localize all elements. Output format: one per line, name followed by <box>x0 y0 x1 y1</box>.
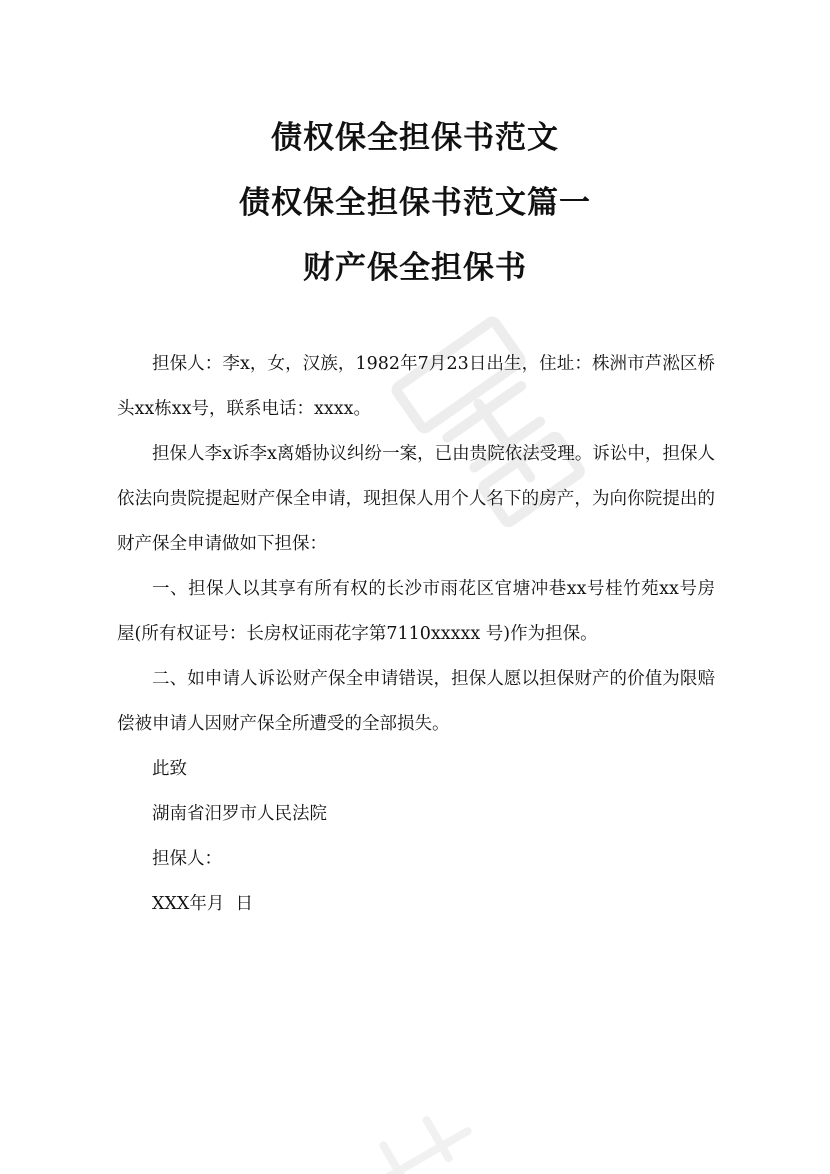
paragraph-clause-2: 二、如申请人诉讼财产保全申请错误，担保人愿以担保财产的价值为限赔偿被申请人因财产保全所遭受的全部损失。 <box>117 669 715 734</box>
paragraph-case: 担保人李x诉李x离婚协议纠纷一案，已由贵院依法受理。诉讼中，担保人依法向贵院提起财产保全申请，现担保人用个人名下的房产，为向你院提出的财产保全申请做如下担保： <box>117 444 715 554</box>
document-title: 债权保全担保书范文 <box>271 120 559 156</box>
document-subtitle: 债权保全担保书范文篇一 <box>239 185 591 221</box>
watermark-bottom <box>330 1110 500 1174</box>
court-name: 湖南省汨罗市人民法院 <box>152 804 327 824</box>
salutation: 此致 <box>152 759 187 779</box>
document-body <box>117 342 715 927</box>
paragraph-guarantor-info: 担保人：李x，女，汉族，1982年7月23日出生，住址：株洲市芦淞区桥头xx栋xx号，联系电话：xxxx。 <box>117 354 715 419</box>
section-title: 财产保全担保书 <box>303 250 527 286</box>
guarantor-label: 担保人： <box>152 849 222 869</box>
paragraph-clause-1: 一、担保人以其享有所有权的长沙市雨花区官塘冲巷xx号桂竹苑xx号房屋(所有权证号：长房权证雨花字第7110xxxxx 号)作为担保。 <box>117 579 715 644</box>
date-line: XXX年月 日 <box>152 894 254 914</box>
